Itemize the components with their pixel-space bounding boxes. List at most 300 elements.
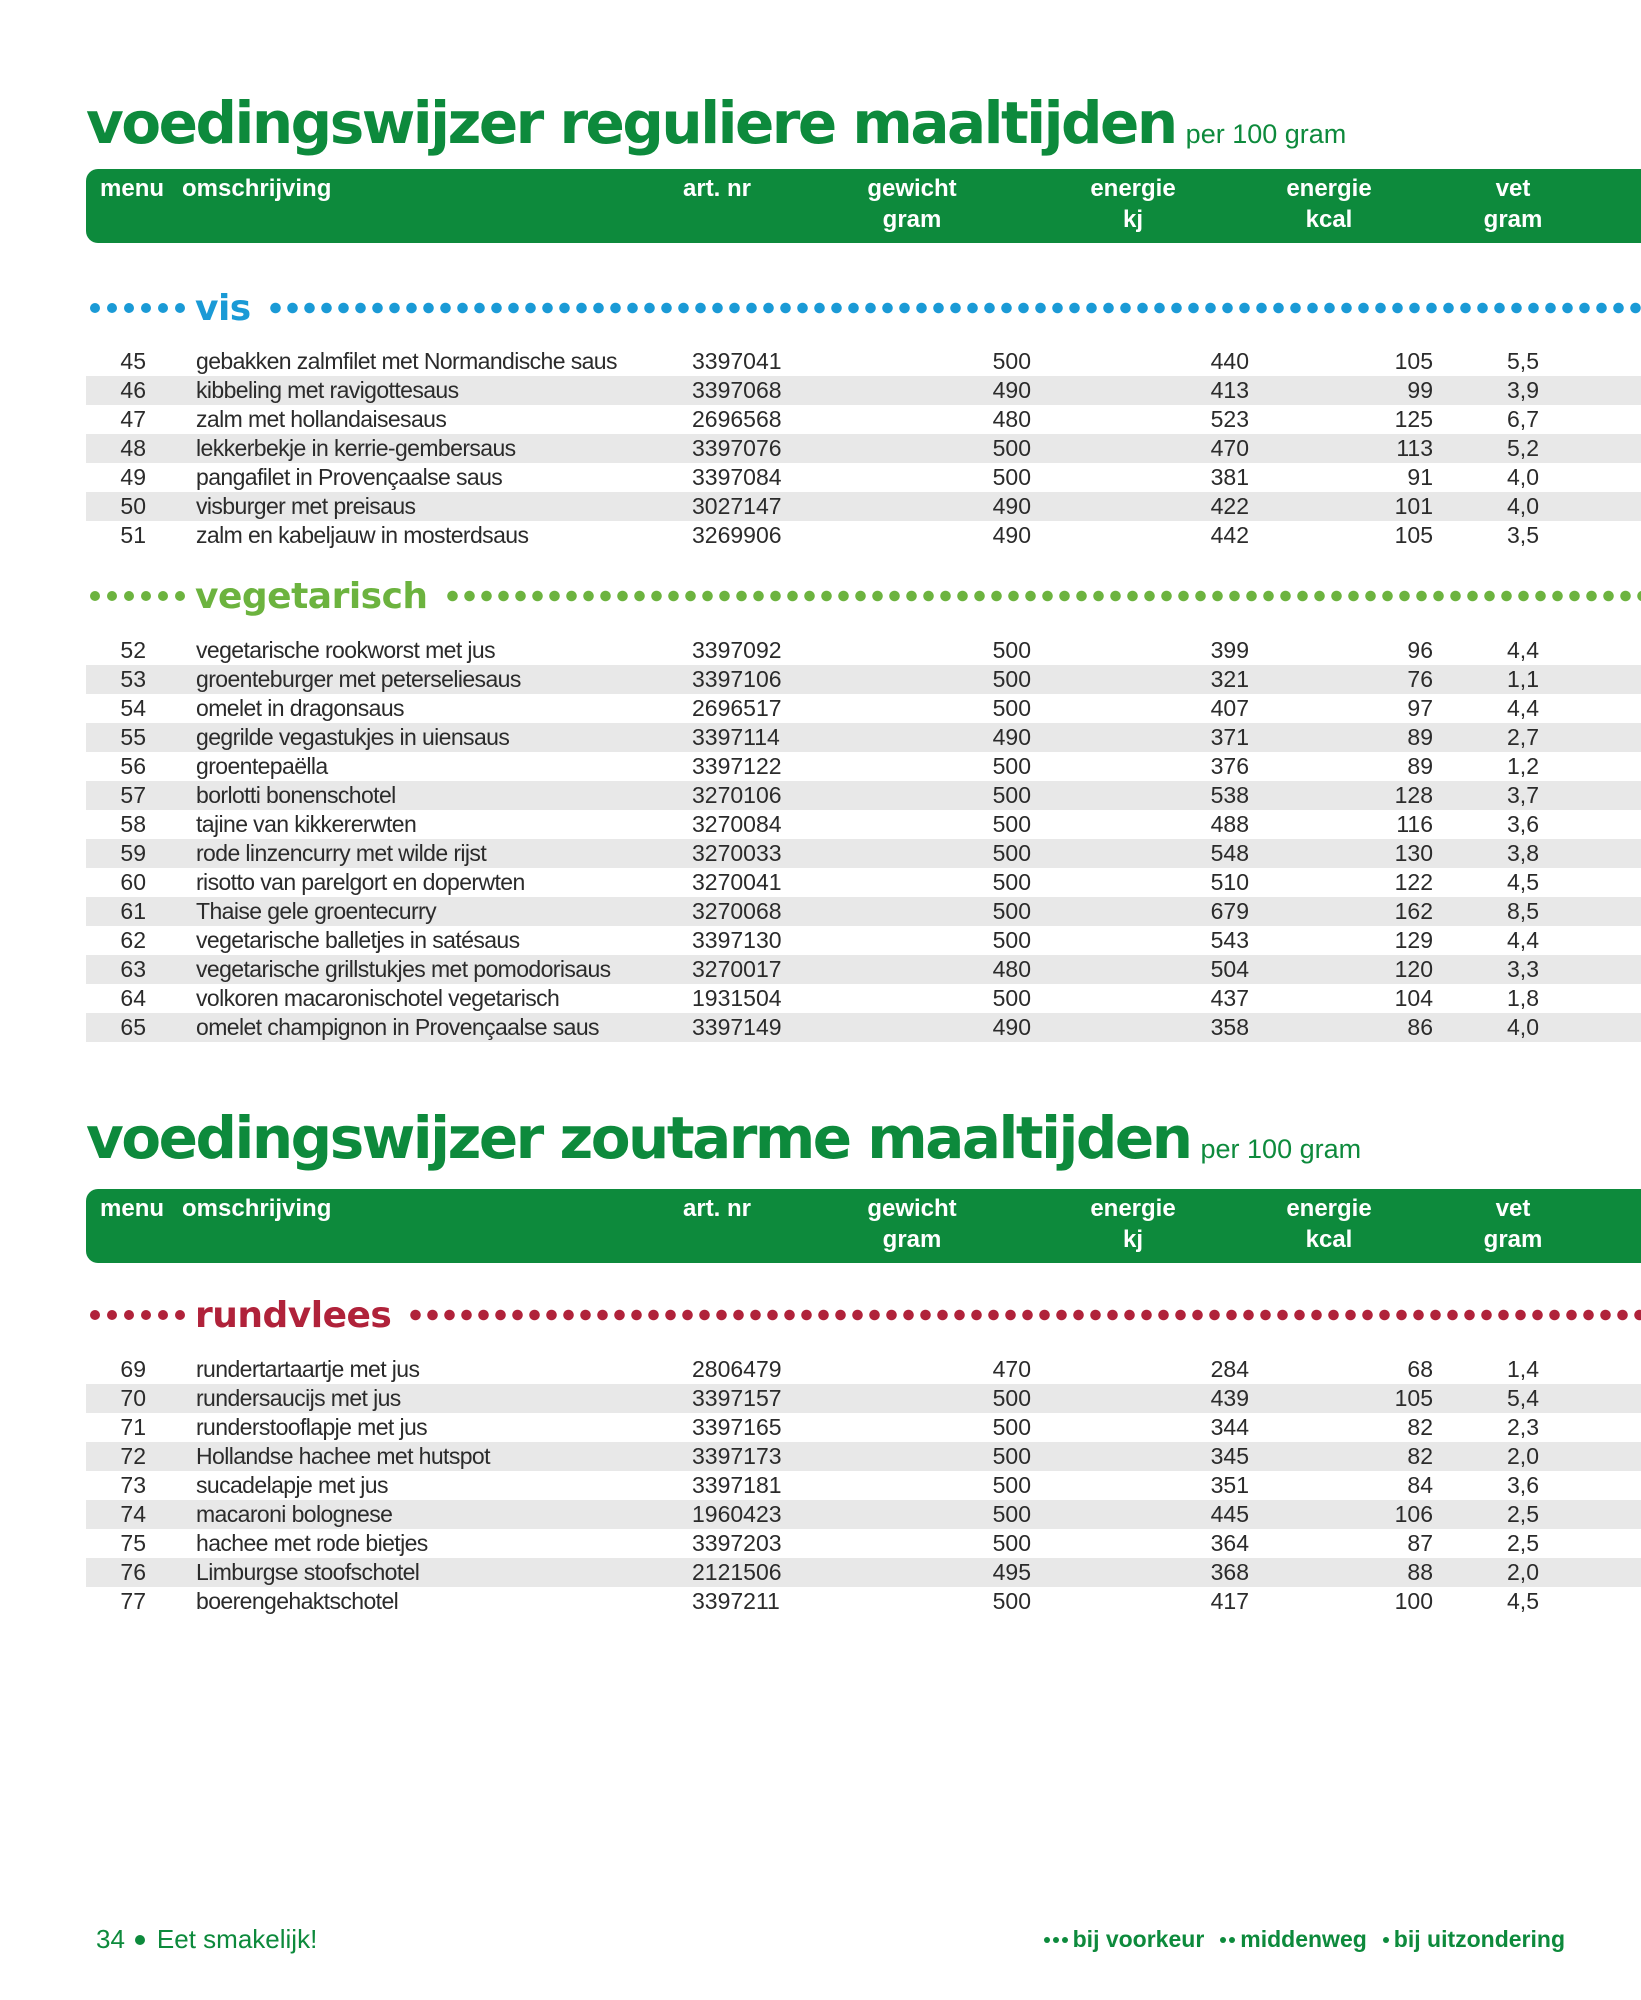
dish-description: omelet champignon in Provençaalse saus bbox=[196, 1014, 599, 1040]
menu-number: 45 bbox=[120, 348, 146, 374]
table-row bbox=[86, 781, 1641, 810]
dish-description: Limburgse stoofschotel bbox=[196, 1559, 420, 1585]
energy-kcal: 89 bbox=[1407, 753, 1433, 779]
menu-number: 47 bbox=[120, 406, 146, 432]
energy-kcal: 87 bbox=[1407, 1530, 1433, 1556]
weight-gram: 500 bbox=[992, 782, 1031, 808]
weight-gram: 500 bbox=[992, 840, 1031, 866]
dish-description: runderstooflapje met jus bbox=[196, 1414, 428, 1440]
energy-kj: 445 bbox=[1210, 1501, 1249, 1527]
table-row bbox=[86, 868, 1641, 897]
page-number: 34 bbox=[96, 1924, 125, 1954]
menu-number: 54 bbox=[120, 695, 146, 721]
table-row bbox=[86, 665, 1641, 694]
dots-icon bbox=[1383, 1937, 1389, 1943]
dish-description: gegrilde vegastukjes in uiensaus bbox=[196, 724, 510, 750]
menu-number: 70 bbox=[120, 1385, 146, 1411]
weight-gram: 500 bbox=[992, 435, 1031, 461]
weight-gram: 500 bbox=[992, 695, 1031, 721]
fat-gram: 2,0 bbox=[1507, 1559, 1539, 1585]
table-row bbox=[86, 1587, 1641, 1616]
menu-number: 57 bbox=[120, 782, 146, 808]
table-row bbox=[86, 1413, 1641, 1442]
menu-number: 49 bbox=[120, 464, 146, 490]
dot-icon bbox=[141, 591, 151, 601]
dish-description: groentepaëlla bbox=[196, 753, 328, 779]
fat-gram: 3,7 bbox=[1507, 782, 1539, 808]
energy-kcal: 91 bbox=[1407, 464, 1433, 490]
energy-kcal: 105 bbox=[1394, 522, 1433, 548]
energy-kj: 437 bbox=[1210, 985, 1249, 1011]
table-row bbox=[86, 1529, 1641, 1558]
article-number: 1931504 bbox=[692, 985, 782, 1011]
fat-gram: 2,7 bbox=[1507, 724, 1539, 750]
energy-kj: 504 bbox=[1210, 956, 1249, 982]
weight-gram: 490 bbox=[992, 1014, 1031, 1040]
menu-number: 63 bbox=[120, 956, 146, 982]
table-row bbox=[86, 463, 1641, 492]
article-number: 2806479 bbox=[692, 1356, 782, 1382]
section-title-zoutarm: voedingswijzer zoutarme maaltijden per 100 gram bbox=[86, 1104, 1362, 1172]
menu-number: 61 bbox=[120, 898, 146, 924]
dish-description: vegetarische rookworst met jus bbox=[196, 637, 496, 663]
fat-gram: 3,6 bbox=[1507, 811, 1539, 837]
weight-gram: 490 bbox=[992, 522, 1031, 548]
weight-gram: 490 bbox=[992, 377, 1031, 403]
fat-gram: 4,4 bbox=[1507, 927, 1539, 953]
energy-kj: 538 bbox=[1210, 782, 1249, 808]
article-number: 3397041 bbox=[692, 348, 782, 374]
menu-number: 59 bbox=[120, 840, 146, 866]
energy-kcal: 130 bbox=[1394, 840, 1433, 866]
menu-number: 52 bbox=[120, 637, 146, 663]
energy-kj: 284 bbox=[1210, 1356, 1249, 1382]
energy-kj: 321 bbox=[1210, 666, 1249, 692]
fat-gram: 6,7 bbox=[1507, 406, 1539, 432]
col-energie-kcal: energie kcal bbox=[1286, 175, 1372, 233]
legend-item bbox=[1383, 1926, 1565, 1953]
article-number: 3397092 bbox=[692, 637, 782, 663]
table-row bbox=[86, 752, 1641, 781]
section-title-suffix: per 100 gram bbox=[1185, 119, 1347, 149]
fat-gram: 4,0 bbox=[1507, 493, 1539, 519]
page-footer bbox=[96, 1924, 317, 1955]
dish-description: pangafilet in Provençaalse saus bbox=[196, 464, 503, 490]
fat-gram: 5,5 bbox=[1507, 348, 1539, 374]
dish-description: Hollandse hachee met hutspot bbox=[196, 1443, 490, 1469]
energy-kj: 407 bbox=[1210, 695, 1249, 721]
article-number: 2121506 bbox=[692, 1559, 782, 1585]
weight-gram: 490 bbox=[992, 724, 1031, 750]
energy-kj: 364 bbox=[1210, 1530, 1249, 1556]
dot-icon bbox=[90, 303, 100, 313]
col-energie-kcal: energie kcal bbox=[1286, 1195, 1372, 1253]
energy-kcal: 76 bbox=[1407, 666, 1433, 692]
dish-description: gebakken zalmfilet met Normandische saus bbox=[196, 348, 617, 374]
menu-number: 76 bbox=[120, 1559, 146, 1585]
fat-gram: 2,5 bbox=[1507, 1501, 1539, 1527]
table-row bbox=[86, 955, 1641, 984]
fat-gram: 4,4 bbox=[1507, 637, 1539, 663]
energy-kj: 543 bbox=[1210, 927, 1249, 953]
article-number: 3397122 bbox=[692, 753, 782, 779]
fat-gram: 8,5 bbox=[1507, 898, 1539, 924]
table-row bbox=[86, 1355, 1641, 1384]
fat-gram: 1,2 bbox=[1507, 753, 1539, 779]
table-row bbox=[86, 521, 1641, 550]
weight-gram: 500 bbox=[992, 811, 1031, 837]
weight-gram: 500 bbox=[992, 464, 1031, 490]
table-row bbox=[86, 1013, 1641, 1042]
fat-gram: 2,5 bbox=[1507, 1530, 1539, 1556]
energy-kj: 440 bbox=[1210, 348, 1249, 374]
article-number: 3269906 bbox=[692, 522, 782, 548]
dots-icon bbox=[1220, 1937, 1235, 1943]
weight-gram: 480 bbox=[992, 406, 1031, 432]
menu-number: 55 bbox=[120, 724, 146, 750]
energy-kcal: 120 bbox=[1394, 956, 1433, 982]
bullet-dot-icon bbox=[135, 1935, 145, 1945]
weight-gram: 500 bbox=[992, 869, 1031, 895]
dish-description: zalm en kabeljauw in mosterdsaus bbox=[196, 522, 529, 548]
section-title-suffix: per 100 gram bbox=[1200, 1134, 1362, 1164]
energy-kj: 381 bbox=[1210, 464, 1249, 490]
menu-number: 65 bbox=[120, 1014, 146, 1040]
article-number: 3397084 bbox=[692, 464, 782, 490]
fat-gram: 2,0 bbox=[1507, 1443, 1539, 1469]
fat-gram: 4,0 bbox=[1507, 464, 1539, 490]
legend-label: bij voorkeur bbox=[1072, 1926, 1205, 1952]
dish-description: vegetarische grillstukjes met pomodorisaus bbox=[196, 956, 611, 982]
energy-kj: 679 bbox=[1210, 898, 1249, 924]
menu-number: 51 bbox=[120, 522, 146, 548]
col-menu: menu bbox=[100, 1195, 165, 1222]
legend-label: middenweg bbox=[1240, 1926, 1367, 1952]
col-gewicht: gewicht gram bbox=[867, 1195, 957, 1253]
dish-description: zalm met hollandaisesaus bbox=[196, 406, 447, 432]
article-number: 3270041 bbox=[692, 869, 782, 895]
dots-icon bbox=[1044, 1937, 1068, 1943]
energy-kcal: 101 bbox=[1394, 493, 1433, 519]
fat-gram: 3,6 bbox=[1507, 1472, 1539, 1498]
footer-text: Eet smakelijk! bbox=[156, 1924, 318, 1954]
dish-description: volkoren macaronischotel vegetarisch bbox=[196, 985, 560, 1011]
weight-gram: 500 bbox=[992, 666, 1031, 692]
menu-number: 72 bbox=[120, 1443, 146, 1469]
table-header-zoutarm bbox=[86, 1189, 1641, 1263]
dish-description: visburger met preisaus bbox=[196, 493, 416, 519]
table-row bbox=[86, 492, 1641, 521]
menu-number: 56 bbox=[120, 753, 146, 779]
energy-kcal: 100 bbox=[1394, 1588, 1433, 1614]
fat-gram: 5,4 bbox=[1507, 1385, 1539, 1411]
dish-description: groenteburger met peterseliesaus bbox=[196, 666, 521, 692]
fat-gram: 4,4 bbox=[1507, 695, 1539, 721]
article-number: 3027147 bbox=[692, 493, 782, 519]
col-energie-kj: energie kj bbox=[1090, 175, 1176, 233]
fat-gram: 4,0 bbox=[1507, 1014, 1539, 1040]
dot-icon bbox=[90, 1310, 100, 1320]
weight-gram: 500 bbox=[992, 1414, 1031, 1440]
dish-description: risotto van parelgort en doperwten bbox=[196, 869, 525, 895]
menu-number: 48 bbox=[120, 435, 146, 461]
article-number: 3270033 bbox=[692, 840, 782, 866]
dot-icon bbox=[175, 591, 185, 601]
fat-gram: 3,5 bbox=[1507, 522, 1539, 548]
weight-gram: 470 bbox=[992, 1356, 1031, 1382]
col-vet: vet gram bbox=[1483, 1195, 1543, 1253]
dot-icon bbox=[175, 1310, 185, 1320]
menu-number: 62 bbox=[120, 927, 146, 953]
energy-kj: 351 bbox=[1210, 1472, 1249, 1498]
energy-kcal: 106 bbox=[1394, 1501, 1433, 1527]
energy-kj: 358 bbox=[1210, 1014, 1249, 1040]
table-body-vis bbox=[86, 347, 1641, 550]
energy-kj: 345 bbox=[1210, 1443, 1249, 1469]
dot-icon bbox=[158, 303, 168, 313]
energy-kj: 413 bbox=[1210, 377, 1249, 403]
table-row bbox=[86, 1442, 1641, 1471]
energy-kcal: 122 bbox=[1394, 869, 1433, 895]
weight-gram: 500 bbox=[992, 985, 1031, 1011]
article-number: 3397106 bbox=[692, 666, 782, 692]
menu-number: 71 bbox=[120, 1414, 146, 1440]
energy-kj: 470 bbox=[1210, 435, 1249, 461]
category-label: vegetarisch bbox=[195, 575, 428, 617]
weight-gram: 490 bbox=[992, 493, 1031, 519]
table-row bbox=[86, 376, 1641, 405]
fat-gram: 3,8 bbox=[1507, 840, 1539, 866]
energy-kcal: 84 bbox=[1407, 1472, 1433, 1498]
dot-icon bbox=[107, 1310, 117, 1320]
dot-icon bbox=[124, 303, 134, 313]
fat-gram: 5,2 bbox=[1507, 435, 1539, 461]
col-omschrijving: omschrijving bbox=[182, 175, 332, 202]
weight-gram: 500 bbox=[992, 1501, 1031, 1527]
table-row bbox=[86, 723, 1641, 752]
table-row bbox=[86, 347, 1641, 376]
table-row bbox=[86, 1471, 1641, 1500]
weight-gram: 500 bbox=[992, 927, 1031, 953]
menu-number: 75 bbox=[120, 1530, 146, 1556]
table-row bbox=[86, 1558, 1641, 1587]
dish-description: boerengehaktschotel bbox=[196, 1588, 399, 1614]
menu-number: 53 bbox=[120, 666, 146, 692]
legend-item bbox=[1220, 1926, 1367, 1953]
fat-gram: 1,4 bbox=[1507, 1356, 1539, 1382]
table-row bbox=[86, 636, 1641, 665]
weight-gram: 500 bbox=[992, 753, 1031, 779]
menu-number: 64 bbox=[120, 985, 146, 1011]
article-number: 3270106 bbox=[692, 782, 782, 808]
dish-description: kibbeling met ravigottesaus bbox=[196, 377, 459, 403]
section-title-regulier: voedingswijzer reguliere maaltijden per 100 gram bbox=[86, 89, 1347, 157]
energy-kj: 399 bbox=[1210, 637, 1249, 663]
fat-gram: 3,9 bbox=[1507, 377, 1539, 403]
article-number: 3397157 bbox=[692, 1385, 782, 1411]
weight-gram: 500 bbox=[992, 1588, 1031, 1614]
col-menu: menu bbox=[100, 175, 165, 202]
energy-kcal: 128 bbox=[1394, 782, 1433, 808]
article-number: 3397114 bbox=[692, 724, 780, 750]
energy-kcal: 116 bbox=[1396, 811, 1433, 837]
menu-number: 77 bbox=[120, 1588, 146, 1614]
category-label: vis bbox=[195, 287, 251, 329]
energy-kcal: 105 bbox=[1394, 1385, 1433, 1411]
article-number: 3397211 bbox=[692, 1588, 780, 1614]
dotted-rule bbox=[444, 590, 1641, 602]
dish-description: sucadelapje met jus bbox=[196, 1472, 388, 1498]
dot-icon bbox=[107, 303, 117, 313]
energy-kcal: 99 bbox=[1407, 377, 1433, 403]
table-row bbox=[86, 434, 1641, 463]
article-number: 3397149 bbox=[692, 1014, 782, 1040]
dish-description: vegetarische balletjes in satésaus bbox=[196, 927, 520, 953]
article-number: 3397076 bbox=[692, 435, 782, 461]
energy-kcal: 82 bbox=[1407, 1414, 1433, 1440]
energy-kj: 488 bbox=[1210, 811, 1249, 837]
energy-kcal: 162 bbox=[1394, 898, 1433, 924]
table-row bbox=[86, 897, 1641, 926]
legend bbox=[1044, 1926, 1565, 1953]
fat-gram: 2,3 bbox=[1507, 1414, 1539, 1440]
weight-gram: 500 bbox=[992, 637, 1031, 663]
table-row bbox=[86, 839, 1641, 868]
table-header-regulier bbox=[86, 169, 1641, 243]
dot-icon bbox=[158, 1310, 168, 1320]
menu-number: 60 bbox=[120, 869, 146, 895]
energy-kj: 417 bbox=[1210, 1588, 1249, 1614]
col-vet: vet gram bbox=[1483, 175, 1543, 233]
dot-icon bbox=[141, 303, 151, 313]
table-row bbox=[86, 694, 1641, 723]
dish-description: omelet in dragonsaus bbox=[196, 695, 404, 721]
article-number: 2696568 bbox=[692, 406, 782, 432]
article-number: 3397068 bbox=[692, 377, 782, 403]
weight-gram: 500 bbox=[992, 1472, 1031, 1498]
dish-description: tajine van kikkererwten bbox=[196, 811, 417, 837]
col-artnr: art. nr bbox=[683, 175, 752, 202]
menu-number: 58 bbox=[120, 811, 146, 837]
energy-kcal: 68 bbox=[1407, 1356, 1433, 1382]
article-number: 1960423 bbox=[692, 1501, 782, 1527]
menu-number: 46 bbox=[120, 377, 146, 403]
table-row bbox=[86, 1384, 1641, 1413]
dish-description: rundersaucijs met jus bbox=[196, 1385, 401, 1411]
article-number: 3270017 bbox=[692, 956, 782, 982]
energy-kcal: 104 bbox=[1394, 985, 1433, 1011]
dish-description: borlotti bonenschotel bbox=[196, 782, 396, 808]
dot-icon bbox=[158, 591, 168, 601]
energy-kj: 371 bbox=[1210, 724, 1249, 750]
energy-kcal: 125 bbox=[1394, 406, 1433, 432]
table-body-rundvlees bbox=[86, 1355, 1641, 1616]
menu-number: 69 bbox=[120, 1356, 146, 1382]
weight-gram: 500 bbox=[992, 348, 1031, 374]
table-row bbox=[86, 984, 1641, 1013]
energy-kcal: 86 bbox=[1407, 1014, 1433, 1040]
energy-kj: 442 bbox=[1210, 522, 1249, 548]
article-number: 3397130 bbox=[692, 927, 782, 953]
energy-kj: 439 bbox=[1210, 1385, 1249, 1411]
dish-description: rode linzencurry met wilde rijst bbox=[196, 840, 487, 866]
category-rundvlees bbox=[90, 1290, 1641, 1340]
weight-gram: 495 bbox=[992, 1559, 1031, 1585]
weight-gram: 480 bbox=[992, 956, 1031, 982]
weight-gram: 500 bbox=[992, 898, 1031, 924]
legend-item bbox=[1044, 1926, 1205, 1953]
weight-gram: 500 bbox=[992, 1443, 1031, 1469]
energy-kcal: 105 bbox=[1394, 348, 1433, 374]
weight-gram: 500 bbox=[992, 1530, 1031, 1556]
article-number: 3397173 bbox=[692, 1443, 782, 1469]
energy-kj: 510 bbox=[1210, 869, 1249, 895]
energy-kj: 422 bbox=[1210, 493, 1249, 519]
col-energie-kj: energie kj bbox=[1090, 1195, 1176, 1253]
energy-kcal: 113 bbox=[1396, 435, 1433, 461]
category-vis bbox=[90, 283, 1641, 333]
energy-kcal: 82 bbox=[1407, 1443, 1433, 1469]
dot-icon bbox=[90, 591, 100, 601]
dot-icon bbox=[107, 591, 117, 601]
fat-gram: 4,5 bbox=[1507, 869, 1539, 895]
table-row bbox=[86, 926, 1641, 955]
article-number: 3270068 bbox=[692, 898, 782, 924]
dotted-rule bbox=[407, 1309, 1641, 1321]
dish-description: macaroni bolognese bbox=[196, 1501, 393, 1527]
energy-kj: 523 bbox=[1210, 406, 1249, 432]
energy-kj: 344 bbox=[1210, 1414, 1249, 1440]
energy-kj: 376 bbox=[1210, 753, 1249, 779]
dotted-rule bbox=[267, 302, 1641, 314]
menu-number: 74 bbox=[120, 1501, 146, 1527]
energy-kcal: 96 bbox=[1407, 637, 1433, 663]
energy-kcal: 129 bbox=[1394, 927, 1433, 953]
article-number: 2696517 bbox=[692, 695, 782, 721]
fat-gram: 1,1 bbox=[1507, 666, 1539, 692]
table-row bbox=[86, 405, 1641, 434]
energy-kj: 368 bbox=[1210, 1559, 1249, 1585]
energy-kcal: 88 bbox=[1407, 1559, 1433, 1585]
fat-gram: 1,8 bbox=[1507, 985, 1539, 1011]
article-number: 3397181 bbox=[692, 1472, 782, 1498]
energy-kcal: 97 bbox=[1407, 695, 1433, 721]
table-row bbox=[86, 810, 1641, 839]
dot-icon bbox=[124, 1310, 134, 1320]
fat-gram: 4,5 bbox=[1507, 1588, 1539, 1614]
col-omschrijving: omschrijving bbox=[182, 1195, 332, 1222]
dot-icon bbox=[175, 303, 185, 313]
dish-description: lekkerbekje in kerrie-gembersaus bbox=[196, 435, 516, 461]
table-body-vegetarisch bbox=[86, 636, 1641, 1042]
article-number: 3397165 bbox=[692, 1414, 782, 1440]
article-number: 3270084 bbox=[692, 811, 782, 837]
dot-icon bbox=[141, 1310, 151, 1320]
category-vegetarisch bbox=[90, 571, 1641, 621]
dish-description: rundertartaartje met jus bbox=[196, 1356, 420, 1382]
weight-gram: 500 bbox=[992, 1385, 1031, 1411]
menu-number: 73 bbox=[120, 1472, 146, 1498]
dish-description: hachee met rode bietjes bbox=[196, 1530, 428, 1556]
energy-kcal: 89 bbox=[1407, 724, 1433, 750]
menu-number: 50 bbox=[120, 493, 146, 519]
article-number: 3397203 bbox=[692, 1530, 782, 1556]
fat-gram: 3,3 bbox=[1507, 956, 1539, 982]
table-row bbox=[86, 1500, 1641, 1529]
dot-icon bbox=[124, 591, 134, 601]
col-artnr: art. nr bbox=[683, 1195, 752, 1222]
legend-label: bij uitzondering bbox=[1393, 1926, 1565, 1952]
